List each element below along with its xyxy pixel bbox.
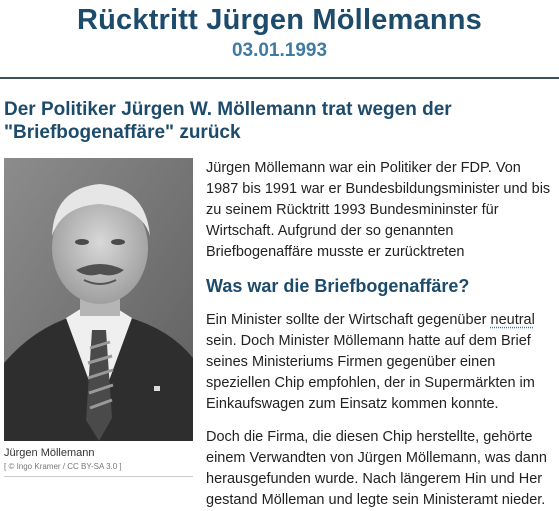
paragraph-two: [206, 310, 556, 415]
header-divider: [0, 77, 559, 79]
portrait-photo[interactable]: [4, 158, 193, 441]
figure-credit: [ © Ingo Kramer / CC BY-SA 3.0 ]: [4, 462, 122, 471]
neutral-link[interactable]: neutral: [490, 312, 535, 328]
paragraph-three: Doch die Firma, die diesen Chip herstellte, gehörte einem Verwandten von Jürgen Möllemann, was dann herausgefunden wurde. Nach längerem Hin und Her gestand Mölleman und legte sein Ministeramt nieder.: [206, 429, 547, 508]
intro-paragraph: Jürgen Möllemann war ein Politiker der FDP. Von 1987 bis 1991 war er Bundesbildungsminister und bis zu seinem Rücktritt 1993 Bundesmininster für Wirtschaft. Aufgrund der so genannten Briefbogenaffäre musste er zurücktreten: [206, 160, 551, 260]
figure-divider: [4, 476, 193, 477]
page-header: [0, 0, 559, 63]
page-title: Rücktritt Jürgen Möllemanns: [76, 4, 482, 36]
article-figure: [4, 158, 193, 477]
section-heading: Was war die Briefbogenaffäre?: [206, 276, 470, 296]
figure-caption: Jürgen Möllemann: [4, 447, 95, 459]
page-date: 03.01.1993: [231, 40, 328, 61]
article-subtitle: Der Politiker Jürgen W. Möllemann trat wegen der "Briefbogenaffäre" zurück: [4, 99, 452, 143]
paragraph-two-start: Ein Minister sollte der Wirtschaft gegenüber: [206, 312, 491, 328]
paragraph-two-end: sein. Doch Minister Möllemann hatte auf dem Brief seines Ministeriums Firmen gegenüber einen speziellen Chip empfohlen, der in Supermärkten im Einkaufswagen zum Einsatz kommen konnte.: [206, 333, 535, 412]
article-body: [206, 158, 556, 511]
portrait-image: [4, 158, 193, 441]
